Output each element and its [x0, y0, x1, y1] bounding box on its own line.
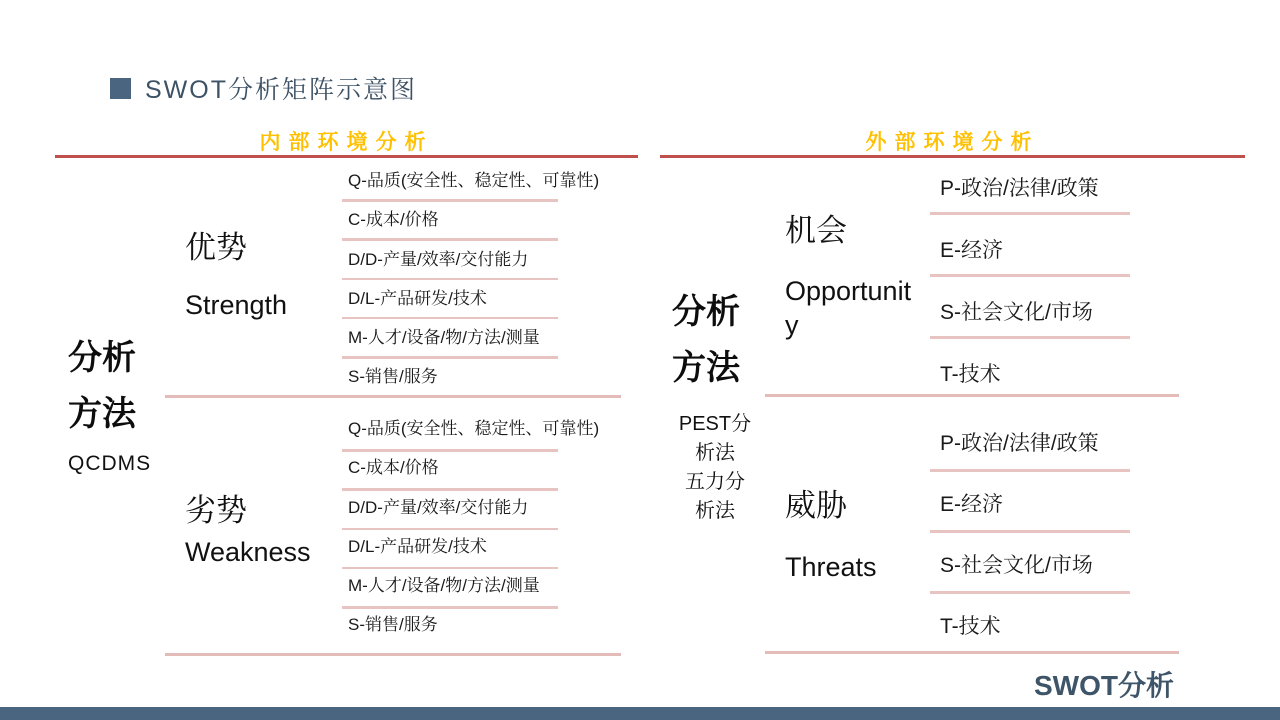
- swot-item-label: S-销售/服务: [348, 367, 438, 387]
- external-bottom-line: [765, 651, 1179, 654]
- swot-item: [940, 492, 1190, 553]
- swot-item: [940, 553, 1190, 614]
- swot-item-label: P-政治/法律/政策: [940, 432, 1099, 455]
- separator-line: [342, 278, 558, 281]
- internal-method-block: [68, 330, 151, 476]
- opportunity-title-cn: 机会: [785, 213, 847, 248]
- opportunity-item-list: [940, 176, 1190, 424]
- external-section-divider: [765, 394, 1179, 397]
- separator-line: [930, 469, 1130, 472]
- swot-item: [940, 238, 1190, 300]
- swot-item-label: D/L-产品研发/技术: [348, 288, 487, 308]
- separator-line: [342, 606, 558, 609]
- internal-method-sub: QCDMS: [68, 452, 152, 475]
- internal-method-label-line2: 方法: [68, 395, 136, 433]
- external-method-label-line2: 方法: [672, 349, 740, 387]
- external-method-sub: [677, 410, 753, 526]
- swot-item: [348, 614, 618, 653]
- swot-item-label: D/D-产量/效率/交付能力: [348, 249, 529, 269]
- external-env-header: 外部环境分析: [865, 131, 1040, 154]
- opportunity-title-en: Opportunity: [785, 276, 912, 340]
- swot-item-label: T-技术: [940, 615, 1001, 638]
- swot-item-label: S-社会文化/市场: [940, 301, 1093, 324]
- external-method-block: [672, 284, 758, 526]
- swot-item: [348, 249, 618, 288]
- swot-item-label: S-销售/服务: [348, 615, 438, 635]
- separator-line: [930, 274, 1130, 277]
- weakness-title-cn: 劣势: [185, 493, 247, 528]
- swot-item: [348, 418, 618, 457]
- swot-item-label: C-成本/价格: [348, 210, 439, 230]
- swot-item-label: M-人才/设备/物/方法/测量: [348, 328, 540, 348]
- separator-line: [930, 591, 1130, 594]
- square-bullet-icon: [110, 78, 131, 99]
- strength-title-cn: 优势: [185, 230, 247, 265]
- swot-item-label: C-成本/价格: [348, 458, 439, 478]
- external-method-sub-pest: PEST分析法: [678, 413, 752, 464]
- internal-method-label-line1: 分析: [68, 339, 136, 377]
- swot-item: [348, 575, 618, 614]
- separator-line: [342, 567, 558, 570]
- swot-item-label: S-社会文化/市场: [940, 554, 1093, 577]
- separator-line: [342, 449, 558, 452]
- swot-item: [348, 497, 618, 536]
- separator-line: [342, 356, 558, 359]
- weakness-title-en: Weakness: [185, 537, 311, 567]
- slide-title: SWOT分析矩阵示意图: [145, 76, 417, 104]
- internal-bottom-line: [165, 653, 621, 656]
- separator-line: [930, 530, 1130, 533]
- footer-bar: [0, 707, 1280, 720]
- external-header-underline: [660, 155, 1245, 158]
- swot-item-label: E-经济: [940, 493, 1003, 516]
- internal-section-divider: [165, 395, 621, 398]
- slide-title-row: [110, 70, 417, 106]
- swot-item: [348, 366, 618, 405]
- weakness-item-list: [348, 418, 618, 654]
- separator-line: [342, 317, 558, 320]
- swot-item: [940, 362, 1190, 424]
- threats-title-cn: 威胁: [785, 488, 847, 523]
- separator-line: [342, 488, 558, 491]
- separator-line: [342, 238, 558, 241]
- swot-item-label: M-人才/设备/物/方法/测量: [348, 576, 540, 596]
- swot-item: [940, 431, 1190, 492]
- separator-line: [342, 528, 558, 531]
- swot-item-label: Q-品质(安全性、稳定性、可靠性): [348, 171, 600, 190]
- swot-item: [348, 288, 618, 327]
- swot-item: [348, 457, 618, 496]
- swot-item: [348, 209, 618, 248]
- separator-line: [930, 212, 1130, 215]
- swot-item-label: E-经济: [940, 239, 1003, 262]
- threats-title-en: Threats: [785, 552, 877, 582]
- footer-label: SWOT分析: [1034, 670, 1174, 701]
- swot-item: [348, 170, 618, 209]
- internal-header-underline: [55, 155, 638, 158]
- internal-env-header: 内部环境分析: [259, 131, 434, 154]
- separator-line: [930, 336, 1130, 339]
- swot-item-label: P-政治/法律/政策: [940, 177, 1099, 200]
- swot-item: [348, 536, 618, 575]
- strength-title-en: Strength: [185, 290, 288, 320]
- swot-item-label: T-技术: [940, 363, 1001, 386]
- swot-item: [940, 300, 1190, 362]
- swot-item-label: Q-品质(安全性、稳定性、可靠性): [348, 419, 600, 438]
- swot-item-label: D/D-产量/效率/交付能力: [348, 497, 529, 517]
- external-method-label-line1: 分析: [672, 293, 740, 331]
- swot-item: [348, 327, 618, 366]
- strength-item-list: [348, 170, 618, 406]
- separator-line: [342, 199, 558, 202]
- threats-item-list: [940, 431, 1190, 675]
- swot-item: [940, 176, 1190, 238]
- swot-item-label: D/L-产品研发/技术: [348, 536, 487, 556]
- external-method-sub-five-forces: 五力分析法: [685, 471, 745, 522]
